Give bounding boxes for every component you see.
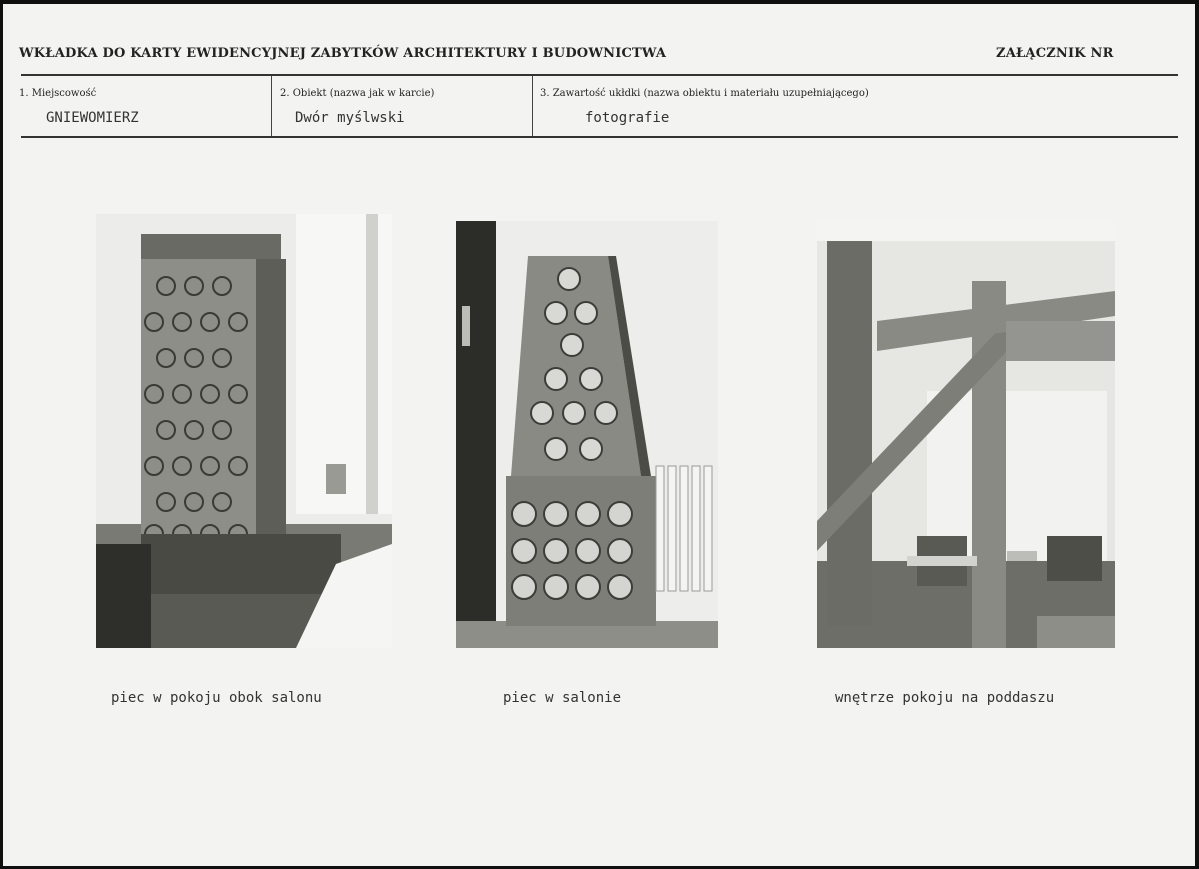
- header-rule-top: [21, 74, 1178, 76]
- field-value-object: Dwór myślwski: [295, 110, 405, 126]
- caption-photo-2: piec w salonie: [503, 690, 622, 706]
- caption-photo-3: wnętrze pokoju na poddaszu: [835, 690, 1055, 706]
- header-rule-bottom: [21, 136, 1178, 138]
- photo-stove-side-room: [96, 214, 392, 648]
- field-label-object: 2. Obiekt (nazwa jak w karcie): [280, 88, 435, 99]
- photo-stove-salon: [456, 221, 718, 648]
- field-label-locality: 1. Miejscowość: [19, 88, 97, 99]
- inventory-card: [3, 4, 1195, 866]
- field-value-contents: fotografie: [585, 110, 670, 126]
- annex-label: ZAŁĄCZNIK NR: [996, 46, 1114, 61]
- field-value-locality: GNIEWOMIERZ: [46, 110, 139, 126]
- photo-attic-room: [817, 221, 1115, 648]
- caption-photo-1: piec w pokoju obok salonu: [111, 690, 322, 706]
- card-title: WKŁADKA DO KARTY EWIDENCYJNEJ ZABYTKÓW ARCHITEKTURY I BUDOWNICTWA: [19, 46, 667, 61]
- field-label-contents: 3. Zawartość ukłdki (nazwa obiektu i materiału uzupełniającego): [540, 88, 869, 99]
- field-divider-1: [271, 76, 272, 136]
- field-divider-2: [532, 76, 533, 136]
